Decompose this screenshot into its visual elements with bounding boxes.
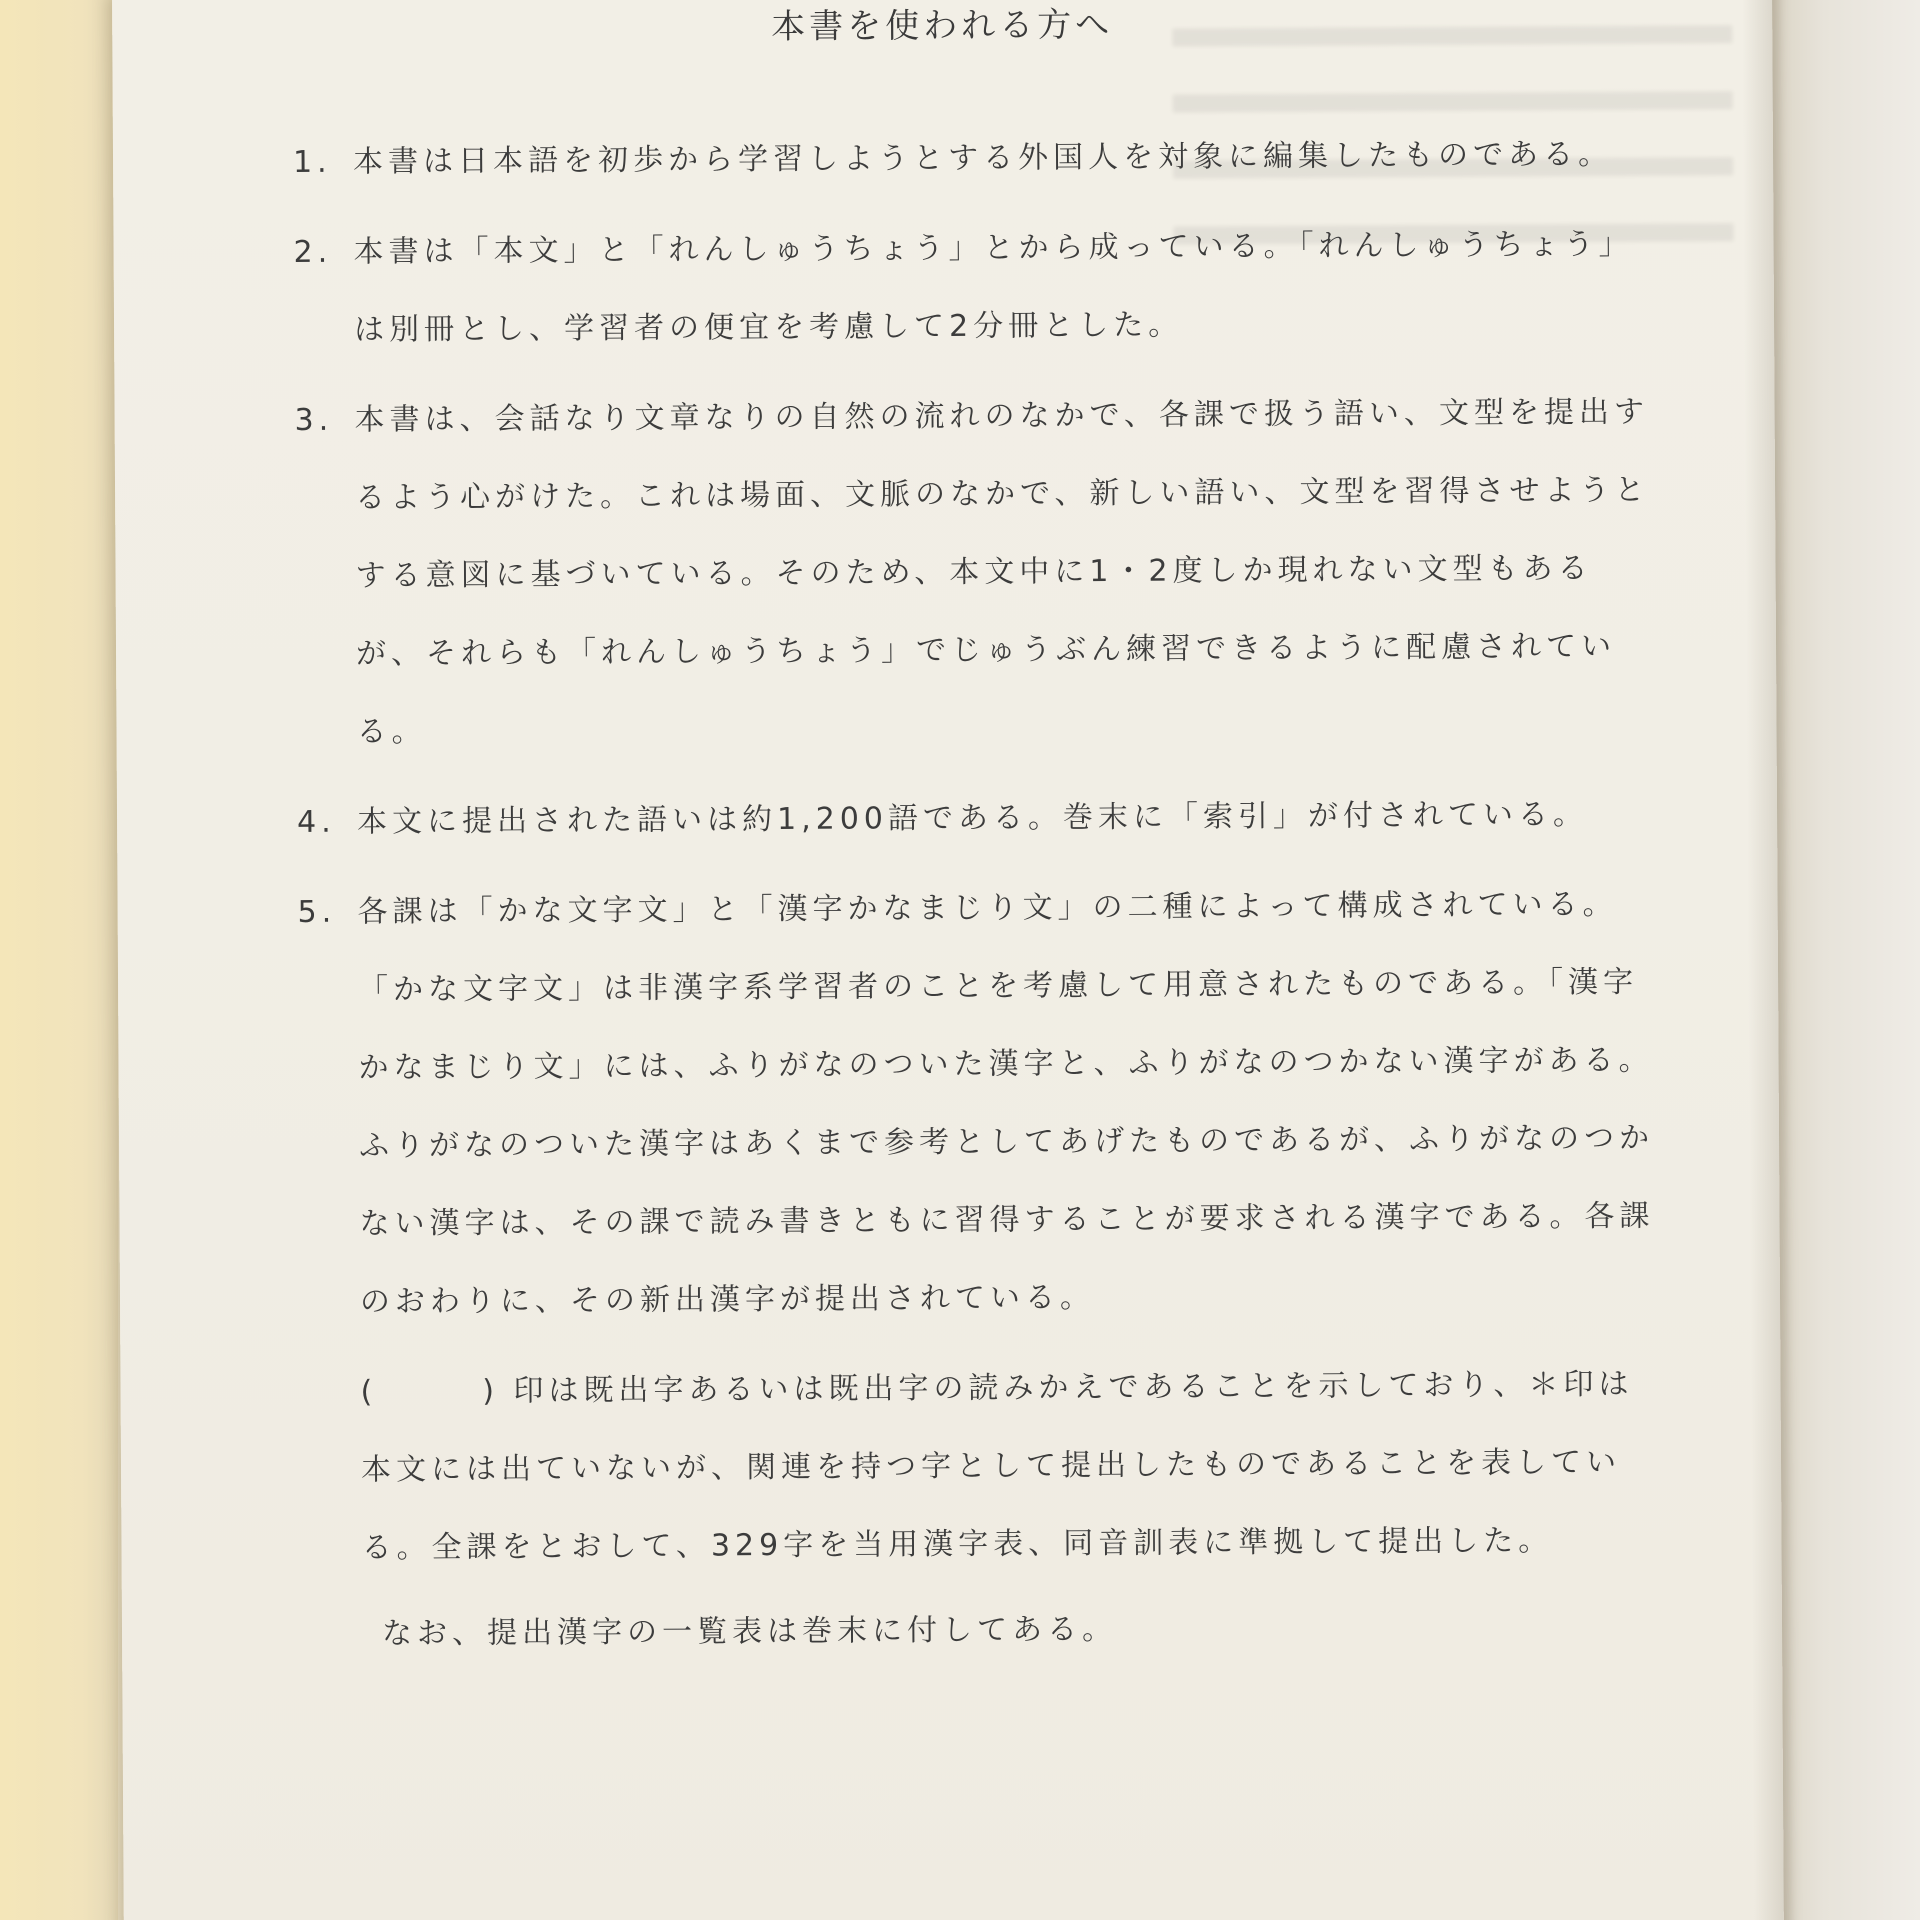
book-edge (0, 0, 118, 1920)
item-number: 1. (292, 144, 332, 180)
note-paragraph (360, 1346, 1661, 1588)
list-item-2 (293, 206, 1654, 370)
background-surface (1760, 0, 1920, 1920)
item-text: 各課は「かな文字文」と「漢字かなまじり文」の二種によって構成されている。「かな文字文」は非漢字系学習者のことを考慮して用意されたものである。「漢字かなまじり文」には、ふりがなのついた漢字と、ふりがなのつかない漢字がある。ふりがなのついた漢字はあくまで参考としてあげたものであるが、ふりがなのつかない漢字は、その課で読み書きともに習得することが要求される漢字である。各課のおわりに、その新出漢字が提出されている。 (357, 886, 1655, 1320)
item-number: 5. (297, 894, 337, 930)
page-body (293, 116, 1662, 1674)
final-note: なお、提出漢字の一覧表は巻末に付してある。 (381, 1611, 1118, 1652)
item-text: 本書は、会話なり文章なりの自然の流れのなかで、各課で扱う語い、文型を提出するよう心がけた。これは場面、文脈のなかで、新しい語い、文型を習得させようとする意図に基づいている。そのため、本文中に1・2度しか現れない文型もあるが、それらも「れんしゅうちょう」でじゅうぶん練習できるように配慮されている。 (354, 394, 1650, 750)
list-item-3 (294, 374, 1656, 772)
note-text: ( ) 印は既出字あるいは既出字の読みかえであることを示しており、＊印は本文には出ていないが、関連を持つ字として提出したものであることを表している。全課をとおして、329字を当用漢字表、同音訓表に準拠して提出した。 (360, 1366, 1634, 1566)
list-item-4 (297, 776, 1657, 862)
book-page (112, 0, 1784, 1920)
item-number: 3. (294, 402, 334, 438)
item-text: 本書は日本語を初歩から学習しようとする外国人を対象に編集したものである。 (352, 136, 1614, 180)
list-item-5 (297, 866, 1660, 1342)
item-number: 4. (296, 804, 336, 840)
item-text: 本書は「本文」と「れんしゅうちょう」とから成っている。「れんしゅうちょう」は別冊とし、学習者の便宜を考慮して2分冊とした。 (353, 226, 1634, 348)
item-number: 2. (293, 234, 333, 270)
item-text: 本文に提出された語いは約1,200語である。巻末に「索引」が付されている。 (356, 797, 1589, 840)
list-item-1 (293, 116, 1653, 202)
page-title: 本書を使われる方へ (771, 4, 1114, 48)
